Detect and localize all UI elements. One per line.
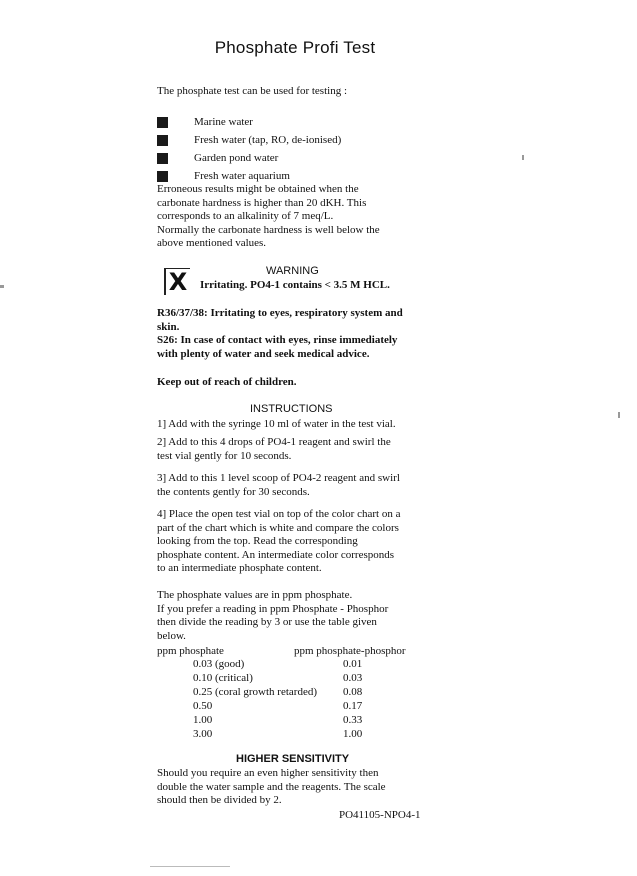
instruction-step-3 <box>157 472 447 499</box>
step-line: phosphate content. An intermediate color corresponds <box>157 548 395 561</box>
square-bullet-icon <box>157 117 168 128</box>
instruction-step-4 <box>157 508 457 576</box>
step-line: 3] Add to this 1 level scoop of PO4-2 reagent and swirl <box>157 472 400 484</box>
table-row <box>157 714 437 728</box>
note-line: Normally the carbonate hardness is well below the <box>157 223 380 236</box>
values-note <box>157 589 447 643</box>
square-bullet-icon <box>157 153 168 164</box>
cell-phosphate: 0.10 (critical) <box>193 672 253 684</box>
step-line: part of the chart which is white and compare the colors <box>157 521 399 534</box>
note-line: then divide the reading by 3 or use the table given <box>157 616 377 629</box>
scan-artifact <box>522 155 524 160</box>
higher-sensitivity-heading: HIGHER SENSITIVITY <box>236 753 350 765</box>
note-line: Erroneous results might be obtained when the <box>157 183 359 195</box>
square-bullet-icon <box>157 171 168 182</box>
list-item-label: Fresh water aquarium <box>194 170 290 182</box>
s-phrase-line: with plenty of water and seek medical advice. <box>157 347 370 360</box>
step-line: the contents gently for 30 seconds. <box>157 485 310 498</box>
scan-artifact <box>0 285 4 288</box>
cell-phosphate: 0.50 <box>193 700 213 712</box>
cell-phosphor: 1.00 <box>343 728 363 740</box>
instruction-step-1: 1] Add with the syringe 10 ml of water in the test vial. <box>157 418 396 430</box>
instructions-heading: INSTRUCTIONS <box>250 403 333 415</box>
risk-phrases <box>157 307 457 361</box>
higher-sensitivity-text <box>157 767 447 808</box>
hazard-x-icon: X <box>164 268 190 295</box>
note-line: corresponds to an alkalinity of 7 meq/L. <box>157 210 334 223</box>
cell-phosphor: 0.03 <box>343 672 363 684</box>
product-reference-code: PO41105-NPO4-1 <box>339 809 421 821</box>
table-header-phosphate: ppm phosphate <box>157 645 224 657</box>
r-phrase-line: R36/37/38: Irritating to eyes, respiratory system and <box>157 307 403 319</box>
intro-text: The phosphate test can be used for testing : <box>157 85 348 97</box>
cell-phosphor: 0.33 <box>343 714 363 726</box>
list-item-label: Fresh water (tap, RO, de-ionised) <box>194 134 342 146</box>
text-line: should then be divided by 2. <box>157 794 282 807</box>
page-title: Phosphate Profi Test <box>214 38 376 57</box>
warning-heading: WARNING <box>266 265 319 277</box>
table-row <box>157 658 437 672</box>
table-row <box>157 672 437 686</box>
note-line: above mentioned values. <box>157 237 267 250</box>
list-item-label: Garden pond water <box>194 152 279 164</box>
step-line: 2] Add to this 4 drops of PO4-1 reagent and swirl the <box>157 436 391 448</box>
instruction-step-2 <box>157 436 447 463</box>
note-line: carbonate hardness is higher than 20 dKH. This <box>157 196 367 209</box>
step-line: 4] Place the open test vial on top of the color chart on a <box>157 508 401 520</box>
scan-artifact <box>150 866 230 867</box>
text-line: Should you require an even higher sensitivity then <box>157 767 379 779</box>
table-row <box>157 686 437 700</box>
step-line: to an intermediate phosphate content. <box>157 562 322 575</box>
text-line: double the water sample and the reagents. The scale <box>157 780 386 793</box>
scan-artifact <box>618 412 620 418</box>
s-phrase-line: S26: In case of contact with eyes, rinse immediately <box>157 334 398 347</box>
note-line: below. <box>157 629 186 642</box>
table-row <box>157 728 437 742</box>
warning-text: Irritating. PO4-1 contains < 3.5 M HCL. <box>200 279 390 291</box>
list-item-label: Marine water <box>194 116 253 128</box>
note-line: If you prefer a reading in ppm Phosphate - Phosphor <box>157 602 389 615</box>
carbonate-note <box>157 183 447 251</box>
cell-phosphor: 0.01 <box>343 658 363 670</box>
table-header-phosphor: ppm phosphate-phosphor <box>294 645 406 657</box>
cell-phosphor: 0.17 <box>343 700 363 712</box>
cell-phosphate: 0.03 (good) <box>193 658 245 670</box>
r-phrase-line: skin. <box>157 320 180 333</box>
cell-phosphor: 0.08 <box>343 686 363 698</box>
cell-phosphate: 1.00 <box>193 714 213 726</box>
cell-phosphate: 0.25 (coral growth retarded) <box>193 686 318 698</box>
table-row <box>157 700 437 714</box>
step-line: looking from the top. Read the corresponding <box>157 535 358 548</box>
cell-phosphate: 3.00 <box>193 728 213 740</box>
square-bullet-icon <box>157 135 168 146</box>
children-warning: Keep out of reach of children. <box>157 376 297 388</box>
note-line: The phosphate values are in ppm phosphate. <box>157 589 353 601</box>
step-line: test vial gently for 10 seconds. <box>157 449 292 462</box>
